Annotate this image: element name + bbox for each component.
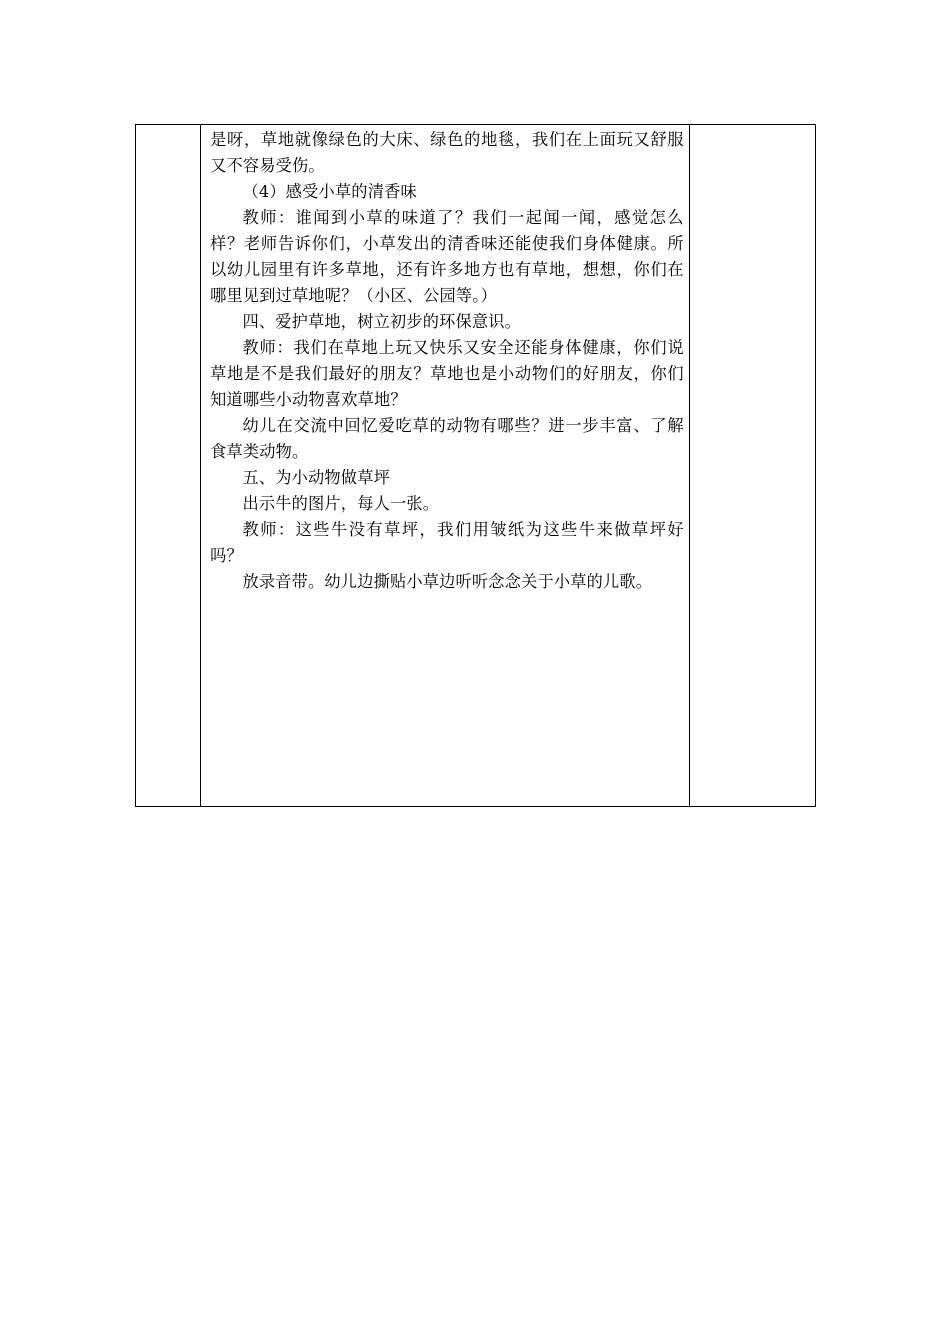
paragraph: 教师：谁闻到小草的味道了？我们一起闻一闻，感觉怎么样？老师告诉你们，小草发出的清香味还能使我们身体健康。所以幼儿园里有许多草地，还有许多地方也有草地，想想，你们在哪里见到过草地呢？（小区、公园等。） [210, 208, 684, 305]
main-content-cell [201, 125, 690, 807]
paragraph: 出示牛的图片，每人一张。 [242, 494, 440, 513]
lesson-content [201, 125, 689, 595]
right-cell [689, 125, 815, 807]
section-heading: 四、爱护草地，树立初步的环保意识。 [242, 312, 522, 331]
paragraph: 是呀，草地就像绿色的大床、绿色的地毯，我们在上面玩又舒服又不容易受伤。 [210, 130, 684, 175]
left-cell [136, 125, 201, 807]
paragraph: 教师：这些牛没有草坪，我们用皱纸为这些牛来做草坪好吗？ [210, 520, 684, 565]
paragraph: （4）感受小草的清香味 [242, 182, 417, 201]
section-heading: 五、为小动物做草坪 [242, 468, 390, 487]
paragraph: 教师：我们在草地上玩又快乐又安全还能身体健康，你们说草地是不是我们最好的朋友？草地也是小动物们的好朋友，你们知道哪些小动物喜欢草地？ [210, 338, 684, 409]
paragraph: 放录音带。幼儿边撕贴小草边听听念念关于小草的儿歌。 [242, 572, 653, 591]
lesson-plan-table [135, 124, 816, 807]
table-row [136, 125, 816, 807]
paragraph: 幼儿在交流中回忆爱吃草的动物有哪些？进一步丰富、了解食草类动物。 [210, 416, 684, 461]
